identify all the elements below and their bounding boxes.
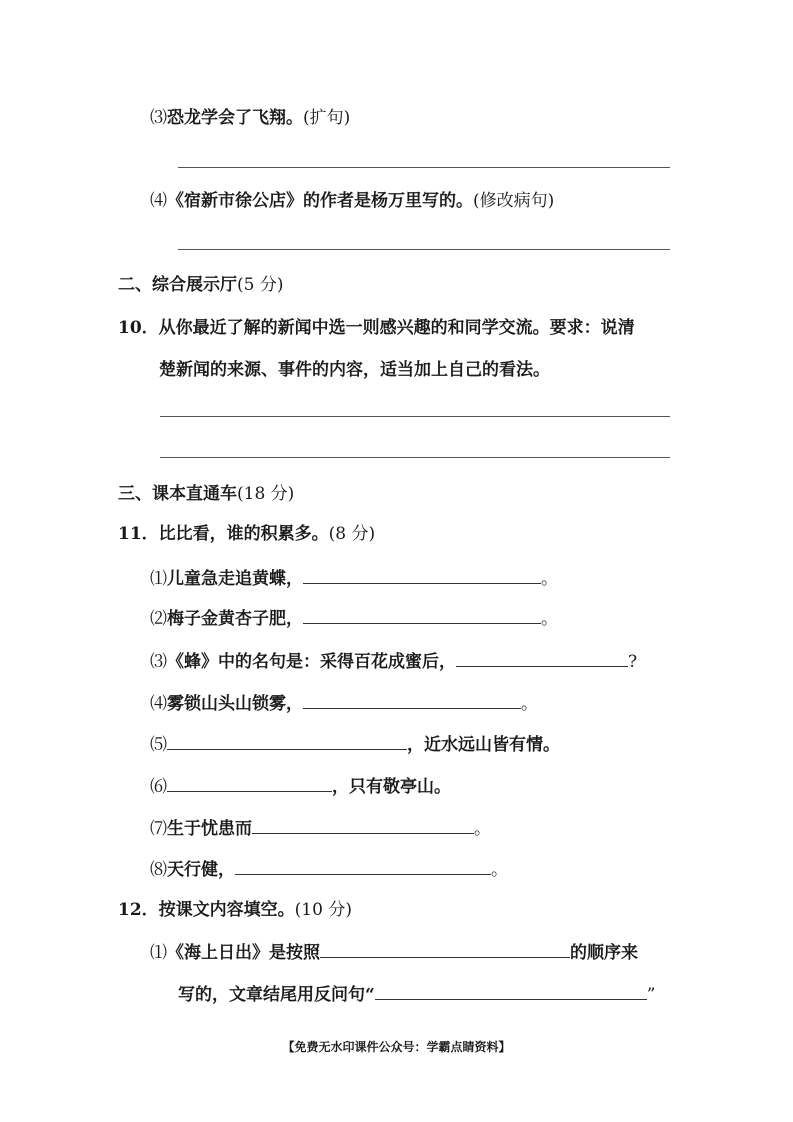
- q11-item-4: ⑷雾锁山头山锁雾， 。: [150, 690, 538, 716]
- fill-blank[interactable]: [303, 565, 541, 584]
- answer-line[interactable]: [160, 457, 670, 458]
- q9-item-4: ⑷《宿新市徐公店》的作者是杨万里写的。(修改病句): [150, 191, 555, 211]
- q11-item-1: ⑴儿童急走追黄蝶， 。: [150, 565, 558, 591]
- q11-item-3: ⑶《蜂》中的名句是：采得百花成蜜后， ?: [150, 648, 637, 674]
- q11-item-7: ⑺生于忧患而 。: [150, 815, 491, 841]
- q12-heading: 12．按课文内容填空。(10 分): [118, 900, 352, 920]
- fill-blank[interactable]: [320, 939, 570, 958]
- fill-blank[interactable]: [167, 773, 332, 792]
- fill-blank[interactable]: [303, 690, 521, 709]
- section-3-heading: 三、课本直通车(18 分): [118, 484, 295, 504]
- answer-line[interactable]: [160, 416, 670, 417]
- q9-item-3: ⑶恐龙学会了飞翔。(扩句): [150, 108, 351, 128]
- fill-blank[interactable]: [375, 981, 647, 1000]
- q11-item-2: ⑵梅子金黄杏子肥， 。: [150, 605, 558, 631]
- section-2-heading: 二、综合展示厅(5 分): [118, 275, 284, 295]
- q10-line-2: 楚新闻的来源、事件的内容，适当加上自己的看法。: [159, 360, 550, 380]
- answer-line[interactable]: [178, 249, 670, 250]
- q11-item-8: ⑻天行健， 。: [150, 856, 508, 882]
- answer-line[interactable]: [178, 167, 670, 168]
- fill-blank[interactable]: [167, 731, 407, 750]
- q10-line-1: 10．从你最近了解的新闻中选一则感兴趣的和同学交流。要求：说清: [118, 318, 635, 338]
- page-footer: 【免费无水印课件公众号：学霸点睛资料】: [282, 1040, 511, 1054]
- q12-item-1-line-1: ⑴《海上日出》是按照 的顺序来: [150, 939, 638, 965]
- q11-item-5: ⑸ ，近水远山皆有情。: [150, 731, 560, 757]
- fill-blank[interactable]: [235, 856, 491, 875]
- fill-blank[interactable]: [252, 815, 474, 834]
- q11-heading: 11．比比看，谁的积累多。(8 分): [118, 524, 376, 544]
- q11-item-6: ⑹ ，只有敬亭山。: [150, 773, 451, 799]
- fill-blank[interactable]: [456, 648, 628, 667]
- fill-blank[interactable]: [303, 605, 541, 624]
- q12-item-1-line-2: 写的，文章结尾用反问句“ ”: [178, 981, 655, 1007]
